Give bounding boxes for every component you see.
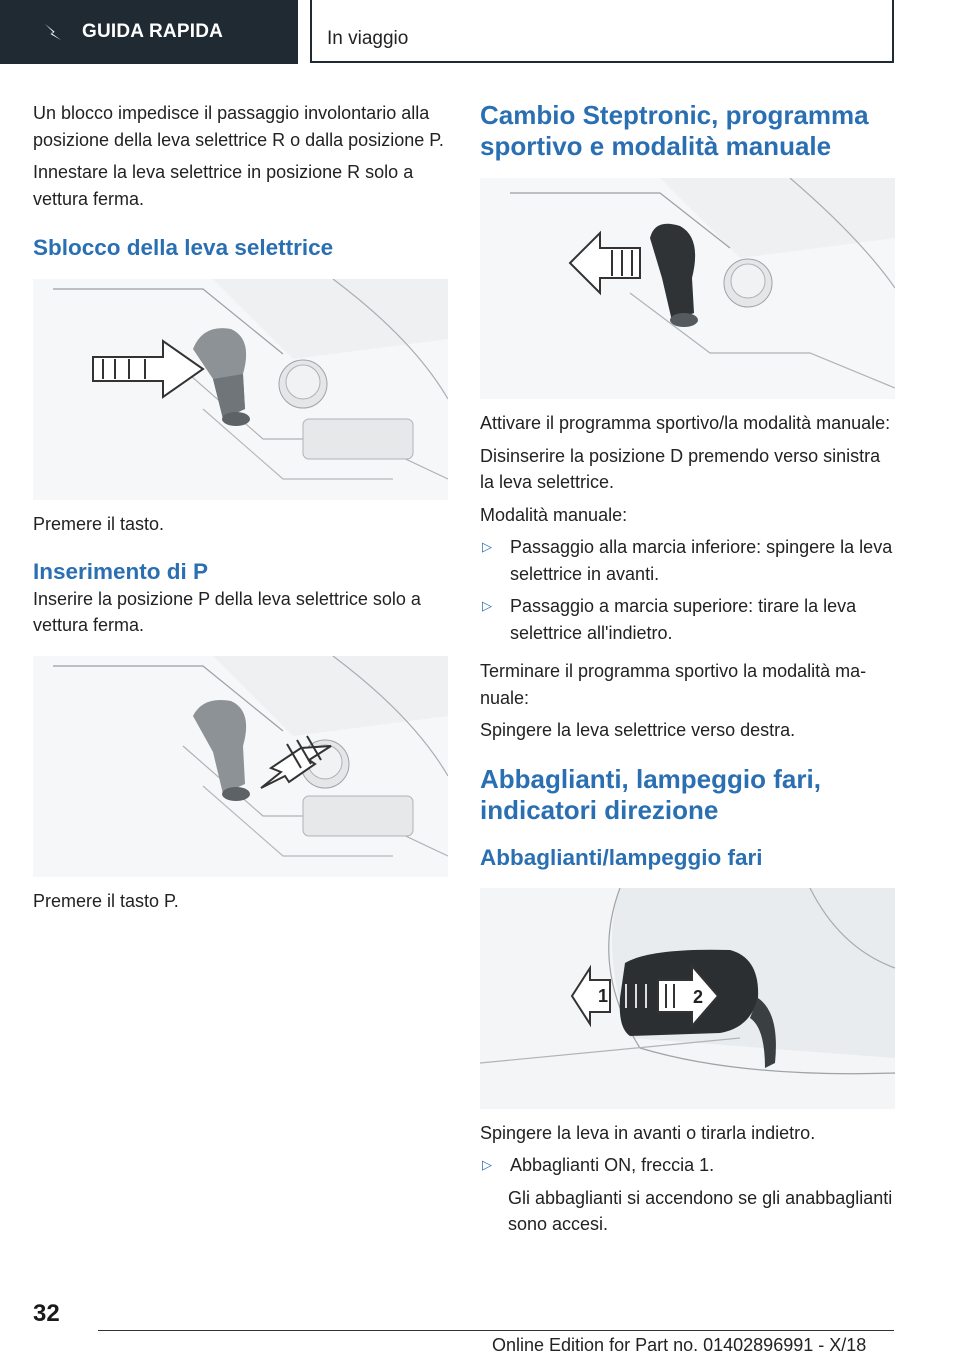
list-item: [480, 534, 895, 587]
bullet-triangle-icon: ▷: [482, 539, 492, 554]
footer-divider: [98, 1330, 894, 1331]
left-column: [33, 100, 448, 914]
caption-p-button: Premere il tasto P.: [33, 890, 179, 911]
heading-unlock-lever: Sblocco della leva selettrice: [33, 235, 334, 260]
quick-guide-label: GUIDA RAPIDA: [82, 21, 224, 42]
paragraph-end-sport: Terminare il programma sportivo la modalità manuale:: [480, 661, 867, 708]
bullet-text: Passaggio a marcia superiore: tirare la leva selettrice all'indietro.: [510, 596, 857, 643]
bullet-text: Passaggio alla marcia inferiore: spingere la leva selettrice in avanti.: [510, 537, 893, 584]
paragraph-manual-mode: Modalità manuale:: [480, 504, 628, 525]
heading-high-beam: Abbaglianti, lampeggio fari, indicatori direzione: [480, 763, 821, 825]
paragraph-push-pull-lever: Spingere la leva in avanti o tirarla indietro.: [480, 1122, 816, 1143]
footer-edition: Online Edition for Part no. 01402896991 - X/18: [492, 1335, 867, 1355]
paragraph-block-info: Un blocco impedisce il passaggio involontario alla posizione della leva selettrice R o dalla posizione P.: [33, 103, 444, 150]
arrow-label-2: 2: [693, 986, 704, 1007]
bullet-triangle-icon: ▷: [482, 598, 492, 613]
paragraph-activate-sport: Attivare il programma sportivo/la modalità manuale:: [480, 413, 891, 433]
bullet-triangle-icon: ▷: [482, 1157, 492, 1172]
caption-unlock: Premere il tasto.: [33, 514, 165, 534]
bullet-text: Abbaglianti ON, freccia 1.: [510, 1155, 715, 1175]
section-header: [310, 0, 894, 63]
list-item: [480, 593, 895, 646]
right-column: [480, 100, 895, 1238]
paragraph-engage-p: Inserire la posizione P della leva selettrice solo a vettura ferma.: [33, 588, 421, 635]
paragraph-push-right: Spingere la leva selettrice verso destra.: [480, 720, 796, 740]
figure-unlock-lever: [33, 279, 448, 500]
figure-steptronic: [480, 178, 895, 399]
section-title: In viaggio: [327, 28, 409, 49]
lightning-icon: [42, 21, 64, 43]
paragraph-beam-note: Gli abbaglianti si accendono se gli anabbaglianti sono accesi.: [508, 1187, 893, 1234]
heading-engage-p: Inserimento di P: [33, 558, 209, 584]
heading-steptronic: Cambio Steptronic, programma sportivo e modalità manuale: [480, 100, 869, 161]
paragraph-reverse-info: Innestare la leva selettrice in posizione R solo a vettura ferma.: [33, 162, 414, 209]
paragraph-disengage-d: Disinserire la posizione D premendo verso sinistra la leva selettrice.: [480, 445, 881, 492]
figure-p-button: [33, 656, 448, 877]
heading-high-beam-flash: Abbaglianti/lampeggio fari: [480, 844, 763, 870]
page-number: 32: [33, 1300, 60, 1327]
figure-high-beam-lever: [480, 888, 895, 1109]
list-item: [480, 1152, 895, 1179]
quick-guide-tab[interactable]: [0, 0, 298, 64]
arrow-label-1: 1: [598, 985, 609, 1006]
